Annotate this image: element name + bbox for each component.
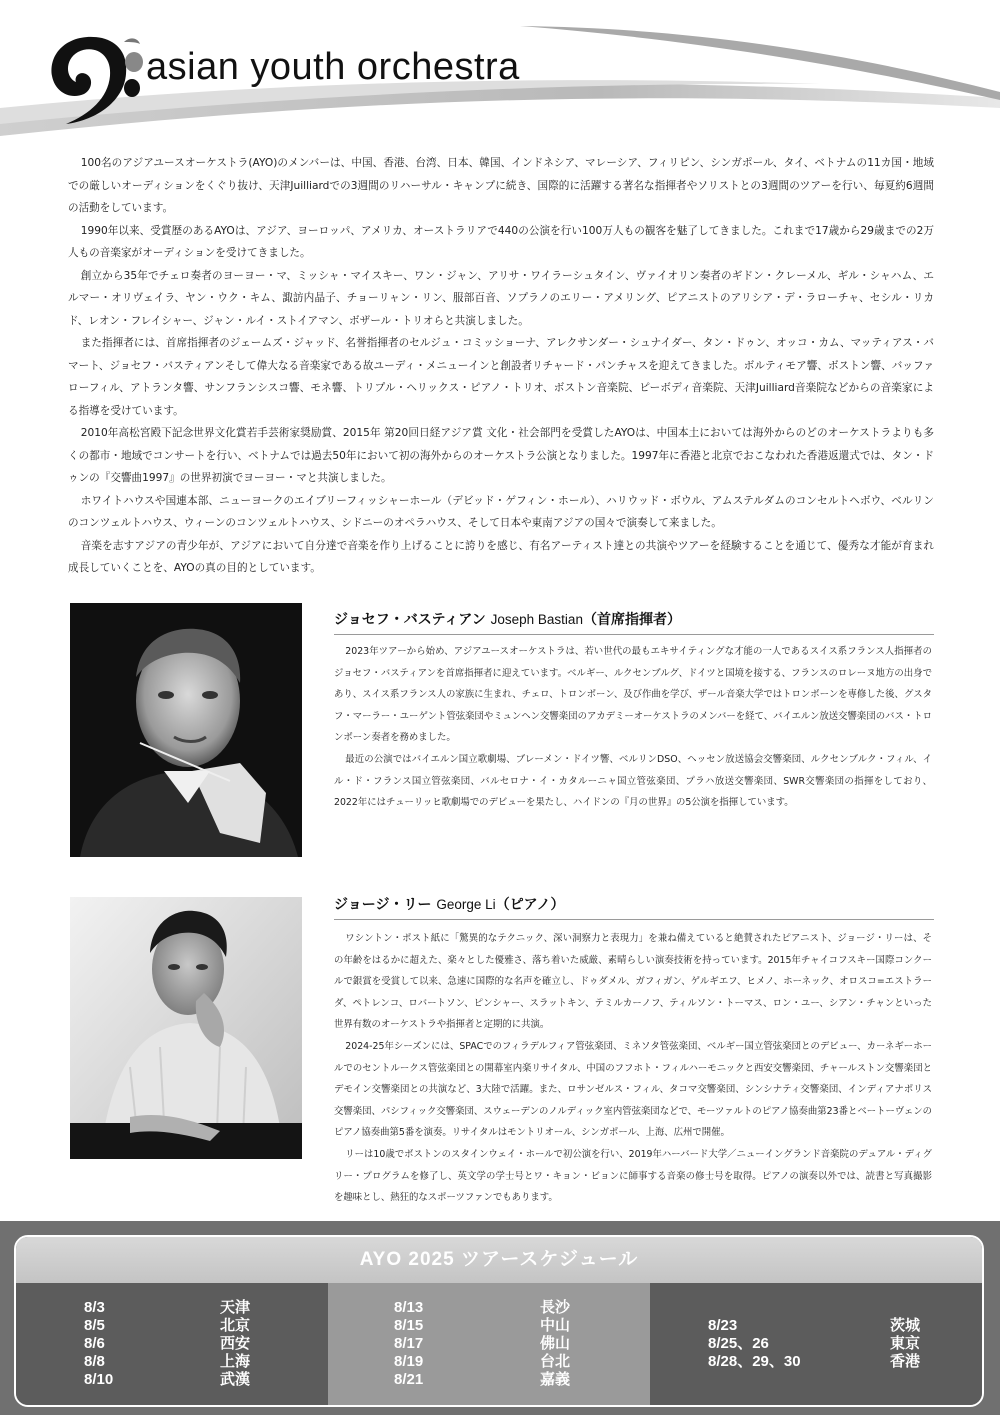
schedule-city: 西安 xyxy=(219,1335,250,1352)
schedule-city: 東京 xyxy=(889,1335,920,1352)
schedule-row xyxy=(650,1335,982,1353)
schedule-city: 長沙 xyxy=(539,1299,570,1316)
schedule-city: 中山 xyxy=(539,1317,570,1334)
schedule-date: 8/25、26 xyxy=(708,1335,769,1352)
schedule-date: 8/3 xyxy=(84,1299,105,1316)
schedule-row xyxy=(328,1299,650,1317)
intro-text xyxy=(68,152,934,580)
intro-paragraph: また指揮者には、首席指揮者のジェームズ・ジャッド、名誉指揮者のセルジュ・コミッショーナ、アレクサンダー・シュナイダー、タン・ドゥン、オッコ・カム、マッティアス・バマート、ジョセフ・バスティアンそして偉大なる音楽家である故ユーディ・メニューインと創設者リチャード・パンチャスを迎えてきました。ボルティモア響、ボストン響、バッファローフィル、アトランタ響、サンフランシスコ響、モネ響、トリプル・ヘリックス・ピアノ・トリオ、ボストン音楽院、ピーボディ音楽院、天津Juilliard音楽院などからの音楽家による指導を受けています。 xyxy=(68,337,934,417)
schedule-city: 佛山 xyxy=(539,1335,570,1352)
bio-role: （首席指揮者） xyxy=(582,612,681,628)
schedule-city: 天津 xyxy=(219,1299,250,1316)
schedule-date: 8/15 xyxy=(394,1317,424,1334)
schedule-city: 嘉義 xyxy=(539,1371,570,1388)
bio-name-jp: ジョージ・リー xyxy=(334,897,432,913)
schedule-title: AYO 2025 ツアースケジュール xyxy=(16,1237,982,1283)
schedule-city: 台北 xyxy=(539,1353,570,1370)
bio-paragraph: ワシントン・ポスト紙に「驚異的なテクニック、深い洞察力と表現力」を兼ね備えていると絶賛されたピアニスト、ジョージ・リーは、その年齢をはるかに超えた、楽々とした優雅さ、落ち着いた威厳、素晴らしい演奏技術を持っています。2015年チャイコフスキー国際コンクールで銀賞を受賞して以来、急速に国際的な名声を確立し、ドゥダメル、ガフィガン、ゲルギエフ、ヒメノ、ホーネック、オロスコ=エストラーダ、ペトレンコ、ロバートソン、ピンシャー、スラットキン、テミルカーノフ、ティルソン・トーマス、ロン・ユー、シアン・チャンといった世界有数のオーケストラや指揮者と定期的に共演。 xyxy=(334,933,932,1031)
schedule-date: 8/8 xyxy=(84,1353,105,1370)
schedule-city: 茨城 xyxy=(889,1317,920,1334)
schedule-city: 上海 xyxy=(219,1353,250,1370)
bio-paragraph: 最近の公演ではバイエルン国立歌劇場、ブレーメン・ドイツ響、ベルリンDSO、ヘッセン放送協会交響楽団、ルクセンブルク・フィル、イル・ド・フランス国立管弦楽団、バルセロナ・イ・カタルーニャ国立管弦楽団、プラハ放送交響楽団、SWR交響楽団の指揮をしており、2022年にはチューリッヒ歌劇場でのデビューを果たし、ハイドンの『月の世界』の5公演を指揮しています。 xyxy=(334,753,932,809)
schedule-city: 北京 xyxy=(219,1317,250,1334)
bio-text-li xyxy=(334,928,932,1209)
bio-paragraph: 2024-25年シーズンには、SPACでのフィラデルフィア管弦楽団、ミネソタ管弦楽団、ベルギー国立管弦楽団とのデビュー、カーネギーホールでのセントルークス管弦楽団との開幕室内楽リサイタル、中国のフフホト・フィルハーモニックと西安交響楽団、チャールストン交響楽団とデモイン交響楽団との共演など、3大陸で活躍。また、ロサンゼルス・フィル、タコマ交響楽団、シンシナティ交響楽団、インディアナポリス交響楽団、パシフィック交響楽団、スウェーデンのノルディック室内管弦楽団などで、モーツァルトのピアノ協奏曲第23番とベートーヴェンのピアノ協奏曲第5番を演奏。リサイタルはモントリオール、シンガポール、上海、広州で開催。 xyxy=(334,1040,932,1139)
schedule-row xyxy=(16,1317,328,1335)
schedule-column-3 xyxy=(650,1283,982,1405)
bio-text-bastian xyxy=(334,641,932,814)
schedule-date: 8/13 xyxy=(394,1299,424,1316)
schedule-row xyxy=(16,1335,328,1353)
bio-paragraph: 2023年ツアーから始め、アジアユースオーケストラは、若い世代の最もエキサイティングな才能の一人であるスイス系フランス人指揮者のジョセフ・バスティアンを首席指揮者に迎えています。ベルギー、ルクセンブルグ、ドイツと国境を接する、フランスのロレーヌ地方の出身であり、スイス系フランス人の家族に生まれ、チェロ、トロンボーン、及び作曲を学び、ザール音楽大学ではトロンボーンを専修した後、グスタフ・マーラー・ユーゲント管弦楽団やミュンヘン交響楽団のアカデミーオーケストラのメンバーを経て、バイエルン放送交響楽団のバス・トロンボーン奏者を務めました。 xyxy=(334,646,932,744)
schedule-city: 武漢 xyxy=(219,1371,250,1388)
schedule-date: 8/5 xyxy=(84,1317,105,1334)
schedule-date: 8/6 xyxy=(84,1335,105,1352)
schedule-row xyxy=(328,1371,650,1389)
schedule-date: 8/19 xyxy=(394,1353,424,1370)
schedule-row xyxy=(16,1353,328,1371)
bio-name-en: George Li xyxy=(436,897,496,912)
tour-schedule xyxy=(14,1235,984,1407)
ayo-logo-icon xyxy=(40,30,150,130)
schedule-row xyxy=(16,1371,328,1389)
bio-name-en: Joseph Bastian xyxy=(490,612,583,627)
intro-paragraph: ホワイトハウスや国連本部、ニューヨークのエイブリーフィッシャーホール（デビッド・ゲフィン・ホール）、ハリウッド・ボウル、アムステルダムのコンセルトヘボウ、ベルリンのコンツェルトハウス、ウィーンのコンツェルトハウス、シドニーのオペラハウス、そして日本や東南アジアの国々で演奏して来ました。 xyxy=(68,494,934,529)
schedule-row xyxy=(650,1353,982,1371)
schedule-row xyxy=(16,1299,328,1317)
schedule-date: 8/28、29、30 xyxy=(708,1353,801,1370)
brand-name: asian youth orchestra xyxy=(146,46,520,88)
intro-paragraph: 創立から35年でチェロ奏者のヨーヨー・マ、ミッシャ・マイスキー、ワン・ジャン、アリサ・ワイラーシュタイン、ヴァイオリン奏者のギドン・クレーメル、ギル・シャハム、エルマー・オリヴェイラ、ヤン・ウク・キム、諏訪内晶子、チョーリャン・リン、服部百音、ソプラノのエリー・アメリング、ピアニストのアリシア・デ・ラローチャ、セシル・リカド、レオン・フレイシャー、ジャン・ルイ・ストイアマン、ボザール・トリオらと共演しました。 xyxy=(68,269,934,327)
intro-paragraph: 音楽を志すアジアの青少年が、アジアにおいて自分達で音楽を作り上げることに誇りを感じ、有名アーティスト達との共演やツアーを経験することを通じて、優秀な才能が育まれ成長していくことを、AYOの真の目的としています。 xyxy=(68,539,934,574)
bio-role: （ピアノ） xyxy=(495,897,565,913)
pianist-photo xyxy=(70,897,302,1159)
schedule-column-1 xyxy=(16,1283,328,1405)
schedule-row xyxy=(328,1317,650,1335)
bio-name-jp: ジョセフ・バスティアン xyxy=(334,612,486,628)
schedule-date: 8/23 xyxy=(708,1317,738,1334)
schedule-column-2 xyxy=(328,1283,650,1405)
schedule-date: 8/17 xyxy=(394,1335,424,1352)
schedule-row xyxy=(650,1317,982,1335)
intro-paragraph: 1990年以来、受賞歴のあるAYOは、アジア、ヨーロッパ、アメリカ、オーストラリアで440の公演を行い100万人もの観客を魅了してきました。これまで17歳から29歳までの2万人もの音楽家がオーディションを受けてきました。 xyxy=(68,224,934,259)
schedule-date: 8/21 xyxy=(394,1371,424,1388)
intro-paragraph: 100名のアジアユースオーケストラ(AYO)のメンバーは、中国、香港、台湾、日本、韓国、インドネシア、マレーシア、フィリピン、シンガポール、タイ、ベトナムの11カ国・地域での厳しいオーディションをくぐり抜け、天津Juilliardでの3週間のリハーサル・キャンプに続き、国際的に活躍する著名な指揮者やソリストとの3週間のツアーを行い、毎夏約6週間の活動をしています。 xyxy=(68,157,934,214)
schedule-city: 香港 xyxy=(889,1353,920,1370)
bio-heading-bastian xyxy=(334,609,934,635)
intro-paragraph: 2010年高松宮殿下記念世界文化賞若手芸術家奨励賞、2015年 第20回日経アジア賞 文化・社会部門を受賞したAYOは、中国本土においては海外からのどのオーケストラよりも多くの都市・地域でコンサートを行い、ベトナムでは過去50年において初の海外からのオーケストラ公演となりました。1997年に香港と北京でおこなわれた香港返還式では、タン・ドゥンの『交響曲1997』の世界初演でヨーヨー・マと共演しました。 xyxy=(68,427,934,484)
schedule-date: 8/10 xyxy=(84,1371,114,1388)
bio-heading-li xyxy=(334,894,934,920)
conductor-photo xyxy=(70,603,302,857)
bio-paragraph: リーは10歳でボストンのスタインウェイ・ホールで初公演を行い、2019年ハーバード大学／ニューイングランド音楽院のデュアル・ディグリー・プログラムを修了し、英文学の学士号とワ・キョン・ビョンに師事する音楽の修士号を取得。ピアノの演奏以外では、読書と写真撮影を趣味とし、熱狂的なスポーツファンでもあります。 xyxy=(334,1148,932,1204)
schedule-row xyxy=(328,1353,650,1371)
schedule-row xyxy=(328,1335,650,1353)
